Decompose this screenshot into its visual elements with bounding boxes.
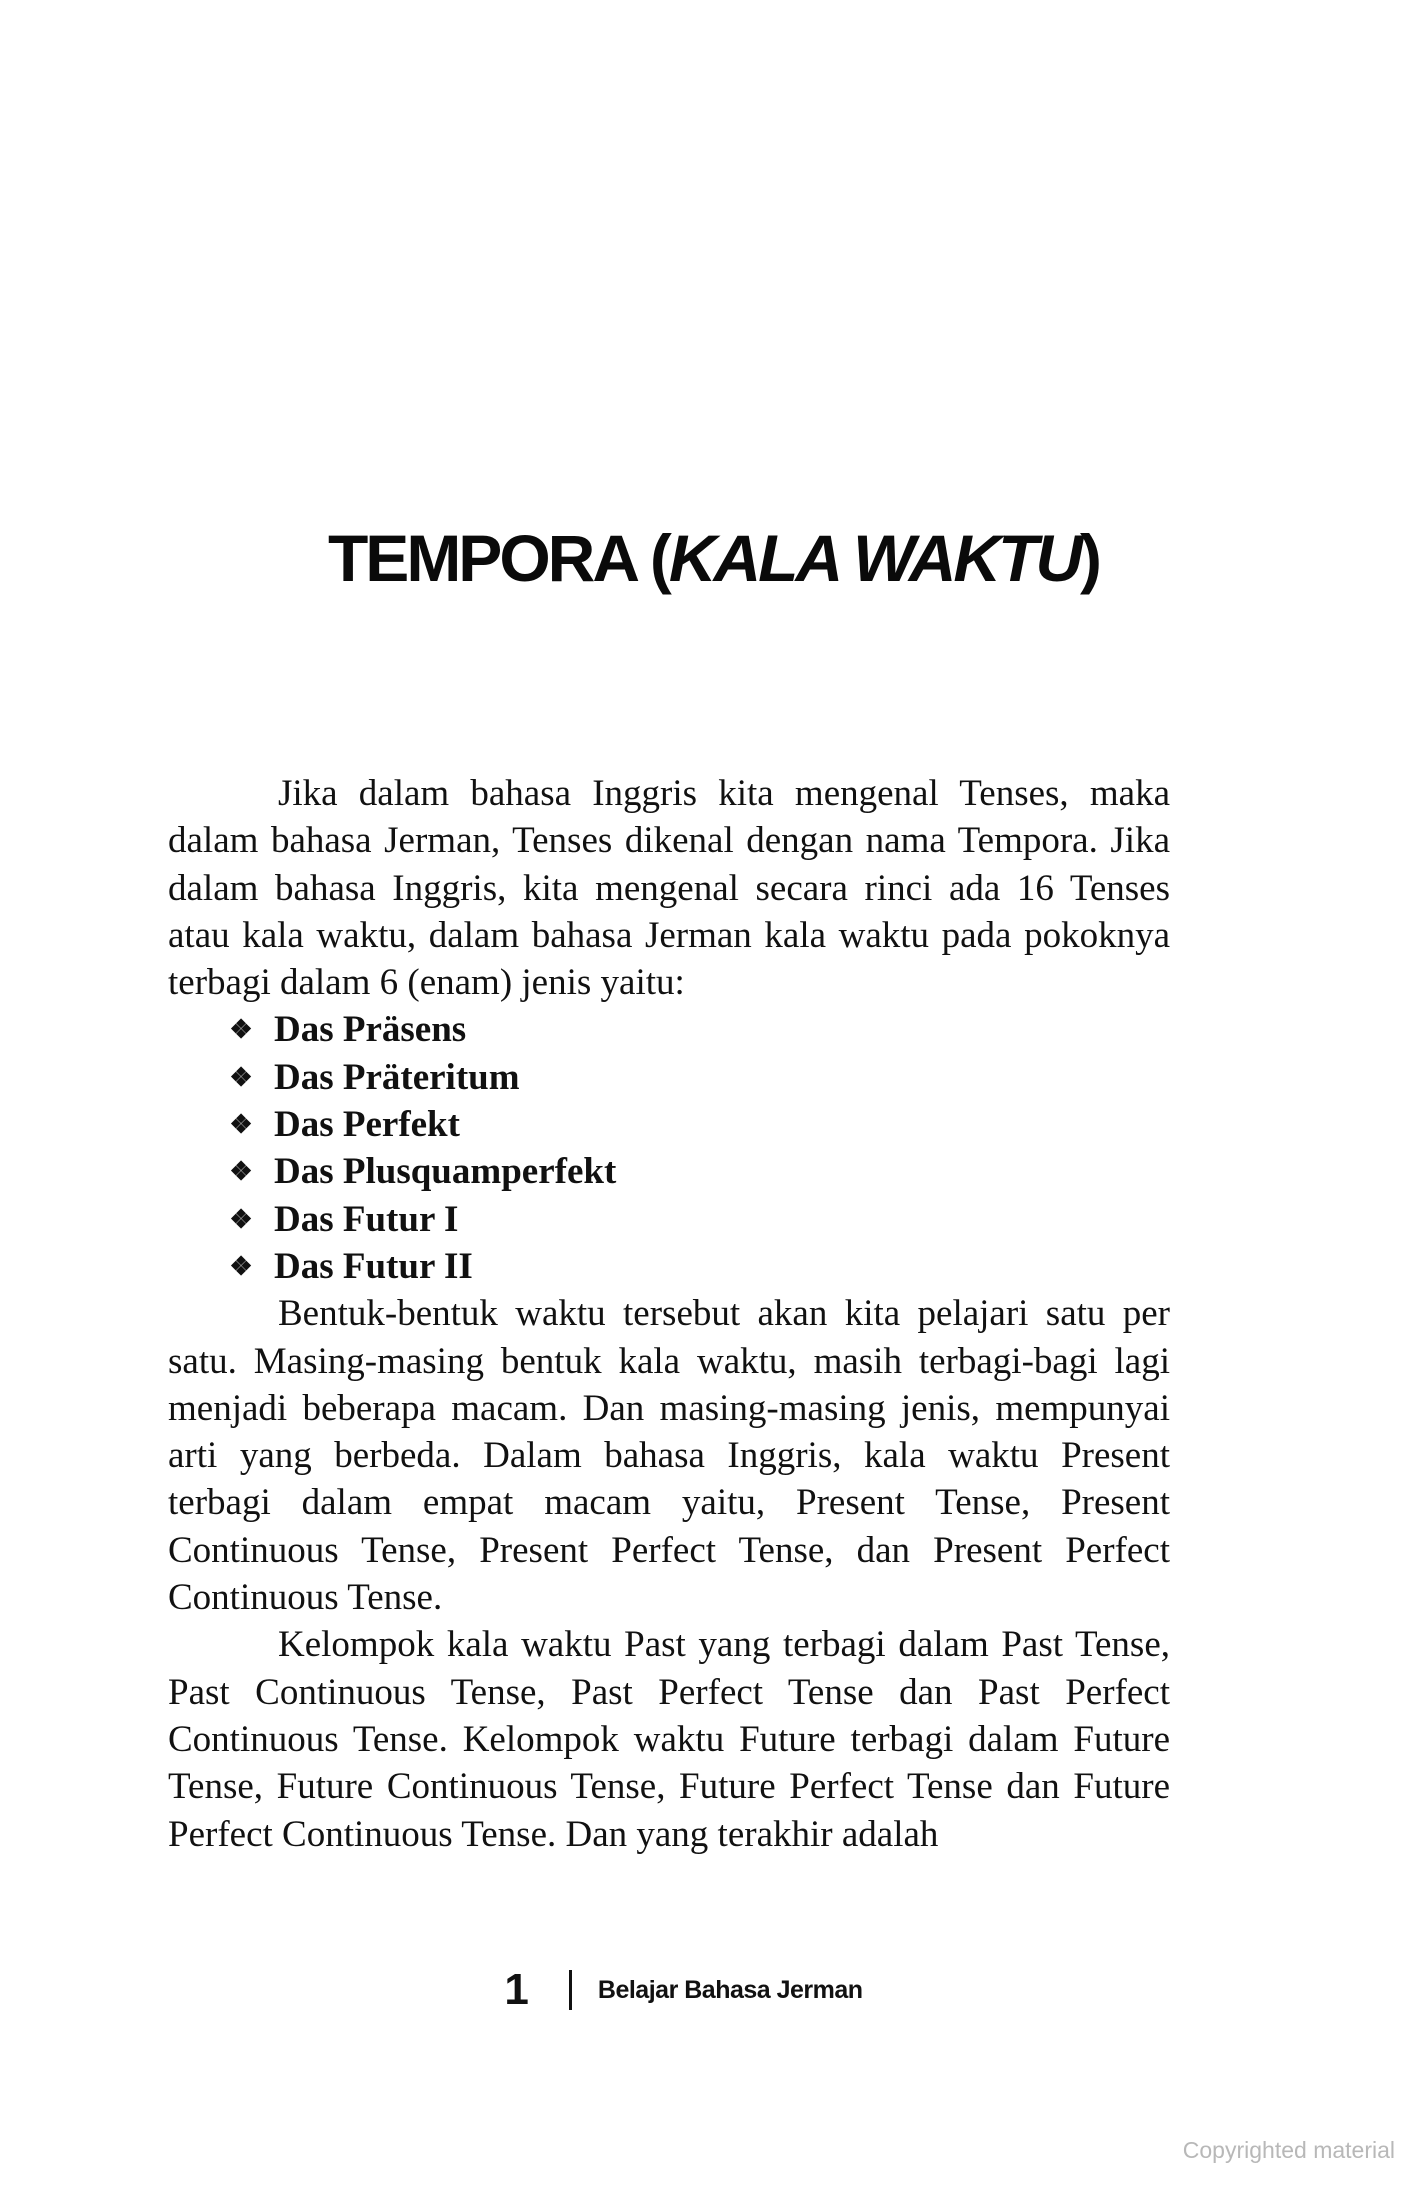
title-italic: KALA WAKTU xyxy=(668,521,1081,595)
list-item xyxy=(224,1101,1170,1148)
four-diamond-icon: ❖ xyxy=(229,1015,253,1045)
title-close: ) xyxy=(1080,521,1099,595)
body-text xyxy=(168,770,1170,1858)
paragraph-intro: Jika dalam bahasa Inggris kita mengenal Tenses, maka dalam bahasa Jerman, Tenses dikenal dengan nama Tempora. Jika dalam bahasa Inggris, kita mengenal secara rinci ada 16 Tenses atau kala waktu, dalam bahasa Jerman kala waktu pada pokoknya terbagi dalam 6 (enam) jenis yaitu: xyxy=(168,773,1170,1004)
list-item-label: Das Präsens xyxy=(274,1009,467,1051)
four-diamond-icon: ❖ xyxy=(229,1110,253,1140)
page-footer xyxy=(0,1965,1427,2015)
chapter-title xyxy=(0,520,1427,596)
four-diamond-icon: ❖ xyxy=(229,1251,253,1281)
footer-divider xyxy=(569,1970,572,2010)
four-diamond-icon: ❖ xyxy=(229,1204,253,1234)
list-item xyxy=(224,1054,1170,1101)
title-main: TEMPORA ( xyxy=(327,521,669,595)
list-item-label: Das Perfekt xyxy=(274,1104,460,1146)
paragraph-past-future: Kelompok kala waktu Past yang terbagi dalam Past Tense, Past Continuous Tense, Past Perfect Tense dan Past Perfect Continuous Tense. Kelompok waktu Future terbagi dalam Future Tense, Future Continuous Tense, Future Perfect Tense dan Future Perfect Continuous Tense. Dan yang terakhir adalah xyxy=(168,1624,1170,1855)
paragraph-forms: Bentuk-bentuk waktu tersebut akan kita pelajari satu per satu. Masing-masing bentuk kala waktu, masih terbagi-bagi lagi menjadi beberapa macam. Dan masing-masing jenis, mempunyai arti yang berbeda. Dalam bahasa Inggris, kala waktu Present terbagi dalam empat macam yaitu, Present Tense, Present Continuous Tense, Present Perfect Tense, dan Present Perfect Continuous Tense. xyxy=(168,1293,1170,1619)
list-item-label: Das Futur I xyxy=(274,1198,459,1240)
tense-list xyxy=(168,1006,1170,1290)
list-item xyxy=(224,1148,1170,1195)
list-item-label: Das Plusquamperfekt xyxy=(274,1151,617,1193)
list-item-label: Das Präteritum xyxy=(274,1056,520,1098)
list-item xyxy=(224,1196,1170,1243)
four-diamond-icon: ❖ xyxy=(229,1157,253,1187)
list-item xyxy=(224,1243,1170,1290)
list-item xyxy=(224,1006,1170,1053)
page-number: 1 xyxy=(504,1965,529,2014)
list-item-label: Das Futur II xyxy=(274,1245,473,1287)
book-title: Belajar Bahasa Jerman xyxy=(597,1975,863,2004)
four-diamond-icon: ❖ xyxy=(229,1062,253,1092)
copyright-watermark: Copyrighted material xyxy=(1182,2137,1395,2163)
